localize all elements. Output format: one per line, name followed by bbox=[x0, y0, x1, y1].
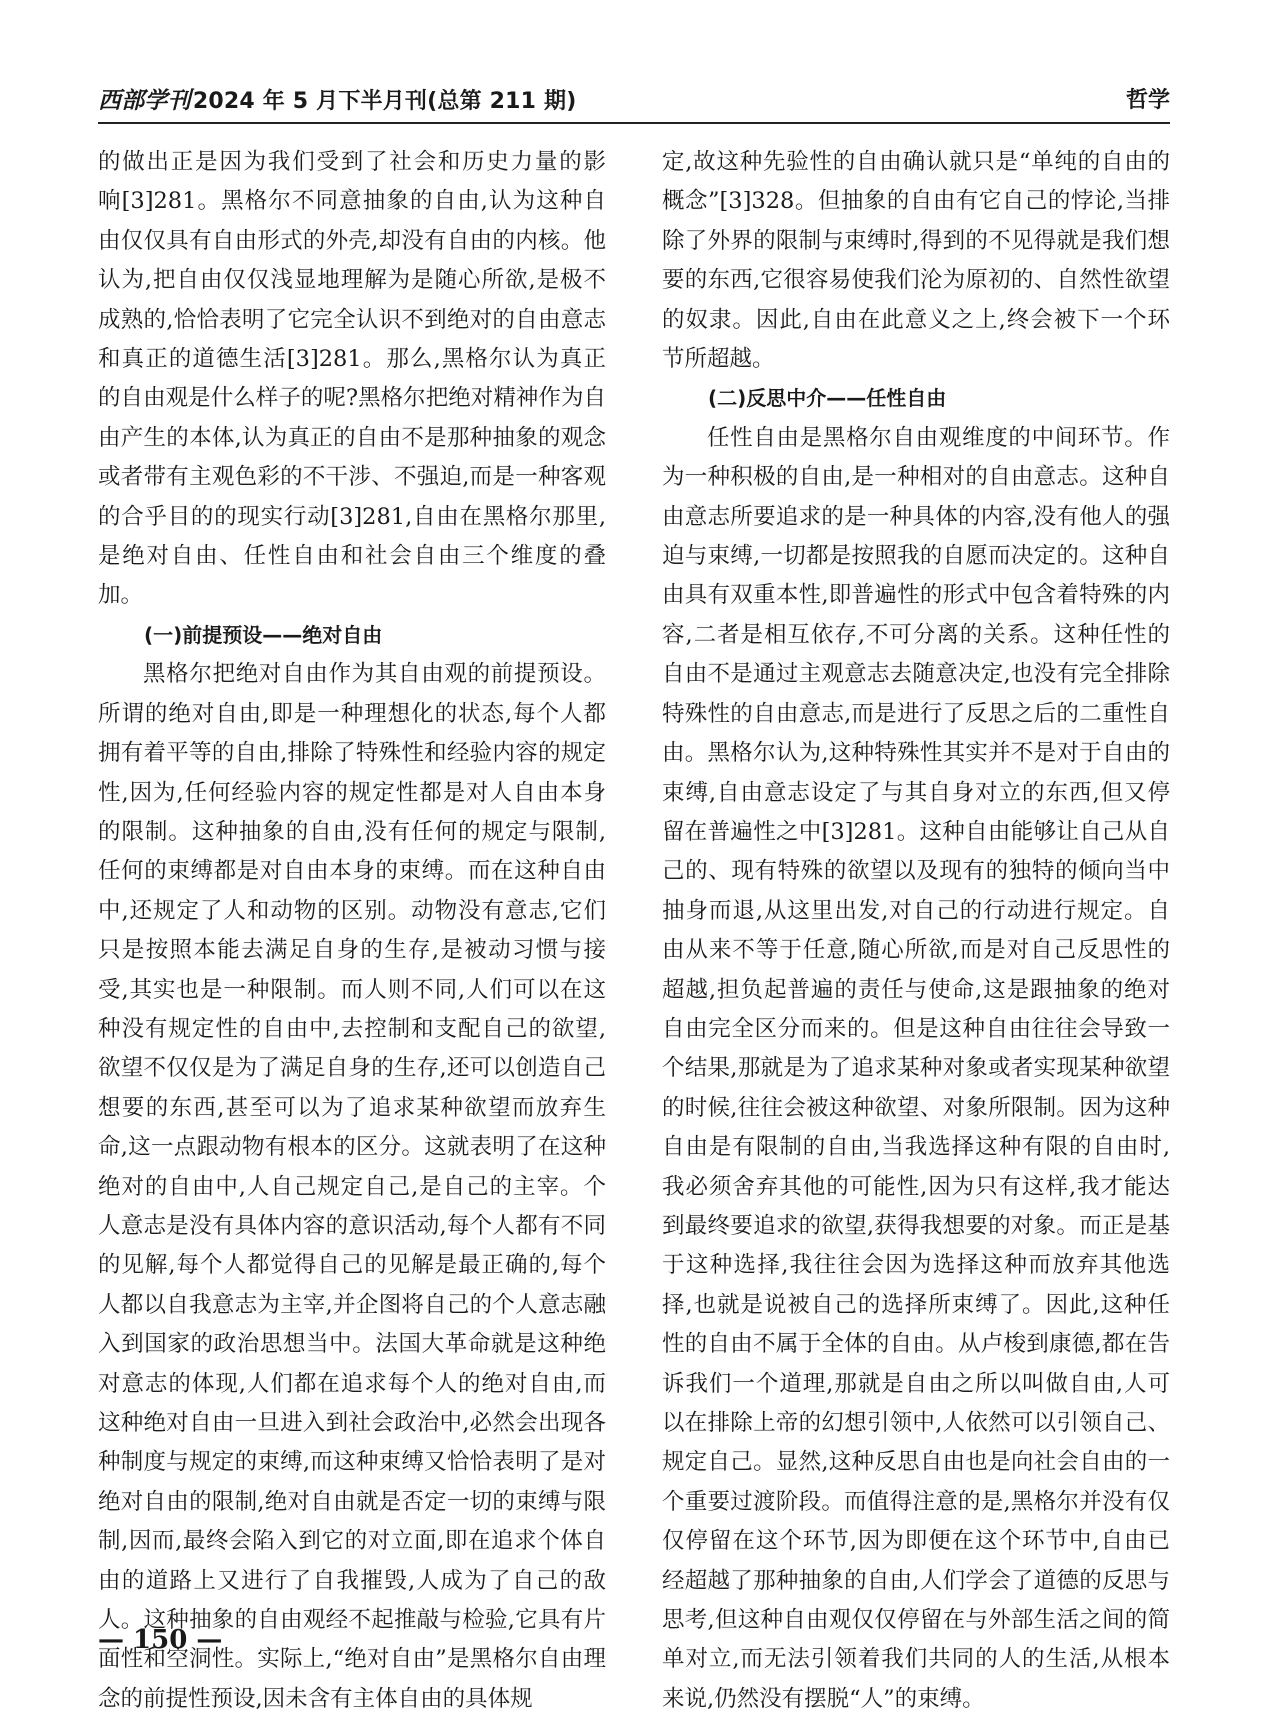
section-name: 哲学 bbox=[1125, 88, 1170, 113]
running-header bbox=[98, 86, 1170, 120]
right-column bbox=[662, 143, 1170, 1719]
section-heading-absolute-freedom: (一)前提预设——绝对自由 bbox=[144, 622, 383, 647]
header-rule bbox=[98, 122, 1170, 124]
paragraph-arbitrary-freedom: 任性自由是黑格尔自由观维度的中间环节。作为一种积极的自由,是一种相对的自由意志。这种自由意志所要追求的是一种具体的内容,没有他人的强迫与束缚,一切都是按照我的自愿而决定的。这种自由具有双重本性,即普遍性的形式中包含着特殊的内容,二者是相互依存,不可分离的关系。这种任性的自由不是通过主观意志去随意决定,也没有完全排除特殊性的自由意志,而是进行了反思之后的二重性自由。黑格尔认为,这种特殊性其实并不是对于自由的束缚,自由意志设定了与其自身对立的东西,但又停留在普遍性之中[3]281。这种自由能够让自己从自己的、现有特殊的欲望以及现有的独特的倾向当中抽身而退,从这里出发,对自己的行动进行规定。自由从来不等于任意,随心所欲,而是对自己反思性的超越,担负起普遍的责任与使命,这是跟抽象的绝对自由完全区分而来的。但是这种自由往往会导致一个结果,那就是为了追求某种对象或者实现某种欲望的时候,往往会被这种欲望、对象所限制。因为这种自由是有限制的自由,当我选择这种有限的自由时,我必须舍弃其他的可能性,因为只有这样,我才能达到最终要追求的欲望,获得我想要的对象。而正是基于这种选择,我往往会因为选择这种而放弃其他选择,也就是说被自己的选择所束缚了。因此,这种任性的自由不属于全体的自由。从卢梭到康德,都在告诉我们一个道理,那就是自由之所以叫做自由,人可以在排除上帝的幻想引领中,人依然可以引领自己、规定自己。显然,这种反思自由也是向社会自由的一个重要过渡阶段。而值得注意的是,黑格尔并没有仅仅停留在这个环节,因为即便在这个环节中,自由已经超越了那种抽象的自由,人们学会了道德的反思与思考,但这种自由观仅仅停留在与外部生活之间的简单对立,而无法引领着我们共同的人的生活,从根本来说,仍然没有摆脱“人”的束缚。 bbox=[662, 424, 1170, 1712]
journal-logo: 西部学刊 bbox=[98, 87, 191, 114]
issue-info: 2024 年 5 月下半月刊(总第 211 期) bbox=[192, 89, 577, 114]
paragraph-absolute-freedom: 黑格尔把绝对自由作为其自由观的前提预设。所谓的绝对自由,即是一种理想化的状态,每个人都拥有着平等的自由,排除了特殊性和经验内容的规定性,因为,任何经验内容的规定性都是对人自由本身的限制。这种抽象的自由,没有任何的规定与限制,任何的束缚都是对自由本身的束缚。而在这种自由中,还规定了人和动物的区别。动物没有意志,它们只是按照本能去满足自身的生存,是被动习惯与接受,其实也是一种限制。而人则不同,人们可以在这种没有规定性的自由中,去控制和支配自己的欲望,欲望不仅仅是为了满足自身的生存,还可以创造自己想要的东西,甚至可以为了追求某种欲望而放弃生命,这一点跟动物有根本的区分。这就表明了在这种绝对的自由中,人自己规定自己,是自己的主宰。个人意志是没有具体内容的意识活动,每个人都有不同的见解,每个人都觉得自己的见解是最正确的,每个人都以自我意志为主宰,并企图将自己的个人意志融入到国家的政治思想当中。法国大革命就是这种绝对意志的体现,人们都在追求每个人的绝对自由,而这种绝对自由一旦进入到社会政治中,必然会出现各种制度与规定的束缚,而这种束缚又恰恰表明了是对绝对自由的限制,绝对自由就是否定一切的束缚与限制,因而,最终会陷入到它的对立面,即在追求个体自由的道路上又进行了自我摧毁,人成为了自己的敌人。这种抽象的自由观经不起推敲与检验,它具有片面性和空洞性。实际上,“绝对自由”是黑格尔自由理念的前提性预设,因未含有主体自由的具体规 bbox=[98, 661, 606, 1712]
paragraph-continued: 响[3]281。黑格尔不同意抽象的自由,认为这种自由仅仅具有自由形式的外壳,却没有自由的内核。他认为,把自由仅仅浅显地理解为是随心所欲,是极不成熟的,恰恰表明了它完全认识不到绝对的自由意志和真正的道德生活[3]281。那么,黑格尔认为真正的自由观是什么样子的呢?黑格尔把绝对精神作为自由产生的本体,认为真正的自由不是那种抽象的观念或者带有主观色彩的不干涉、不强迫,而是一种客观的合乎目的的现实行动[3]281,自由在黑格尔那里,是绝对自由、任性自由和社会自由三个维度的叠加。 bbox=[98, 188, 606, 609]
journal-issue bbox=[98, 86, 576, 117]
section-heading-arbitrary-freedom: (二)反思中介——任性自由 bbox=[708, 386, 947, 411]
paragraph-continued-line: 的做出正是因为我们受到了社会和历史力量的影 bbox=[98, 149, 606, 175]
page-number: — 150 — bbox=[98, 1625, 223, 1655]
left-column bbox=[98, 143, 606, 1719]
paragraph-continued: 定,故这种先验性的自由确认就只是“单纯的自由的概念”[3]328。但抽象的自由有它自己的悖论,当排除了外界的限制与束缚时,得到的不见得就是我们想要的东西,它很容易使我们沦为原初的、自然性欲望的奴隶。因此,自由在此意义之上,终会被下一个环节所超越。 bbox=[662, 149, 1170, 373]
